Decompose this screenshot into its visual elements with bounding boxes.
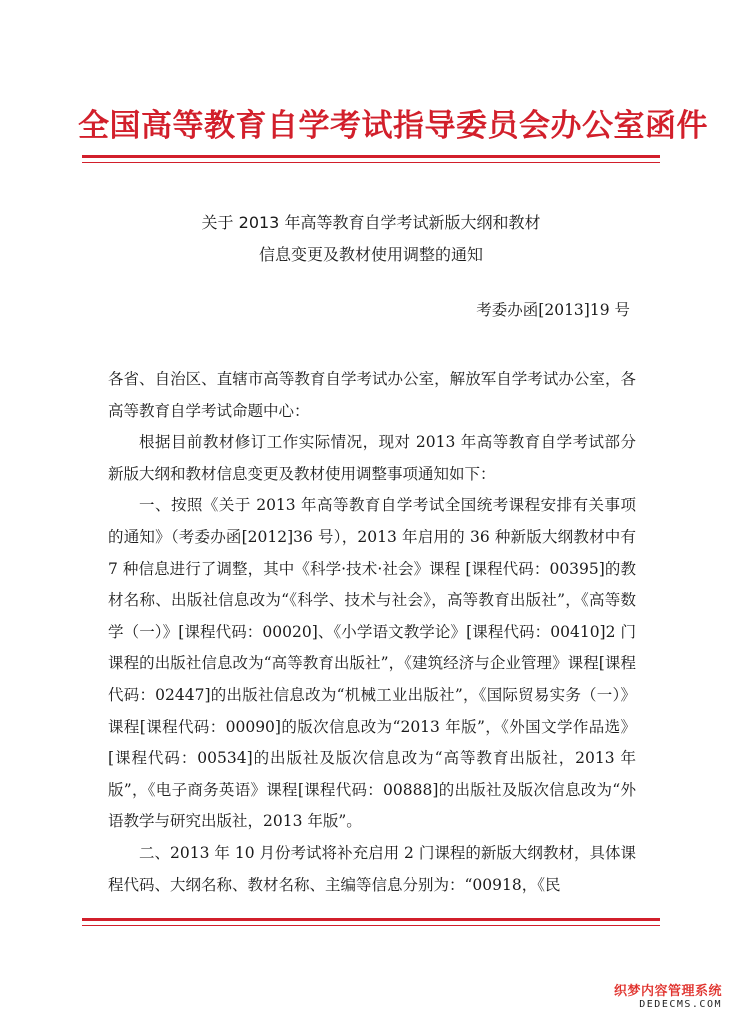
document-body <box>108 364 636 901</box>
footer-rule-thin <box>82 925 660 926</box>
footer-rule-thick <box>82 918 660 921</box>
letterhead-rule-thick <box>82 155 660 158</box>
watermark-text: 织梦内容管理系统 <box>613 984 722 999</box>
notice-title-line1: 关于 2013 年高等教育自学考试新版大纲和教材 <box>201 213 541 232</box>
letterhead-rule-thin <box>82 162 660 163</box>
item-2-paragraph: 二、2013 年 10 月份考试将补充启用 2 门课程的新版大纲教材，具体课程代码、大纲名称、教材名称、主编等信息分别为：“00918，《民 <box>108 843 636 894</box>
letterhead-title: 全国高等教育自学考试指导委员会办公室函件 <box>78 108 708 144</box>
intro-paragraph: 根据目前教材修订工作实际情况，现对 2013 年高等教育自学考试部分新版大纲和教材信息变更及教材使用调整事项通知如下： <box>108 433 636 483</box>
document-number: 考委办函[2013]19 号 <box>476 301 630 319</box>
salutation: 各省、自治区、直辖市高等教育自学考试办公室，解放军自学考试办公室，各高等教育自学考试命题中心： <box>108 370 636 420</box>
item-1-paragraph: 一、按照《关于 2013 年高等教育自学考试全国统考课程安排有关事项的通知》（考委办函[2012]36 号），2013 年启用的 36 种新版大纲教材中有 7 种信息进行了调整，其中《科学·技术·社会》课程 [课程代码：00395]的教材名称、出版社信息改为“《科学、技术与社会》，高等教育出版社”，《高等数学（一）》[课程代码：00020]、《小学语文教学论》[课程代码：00410]2 门课程的出版社信息改为“高等教育出版社”，《建筑经济与企业管理》课程[课程代码：02447]的出版社信息改为“机械工业出版社”，《国际贸易实务（一）》课程[课程代码：00090]的版次信息改为“2013 年版”，《外国文学作品选》[课程代码：00534]的出版社及版次信息改为“高等教育出版社，2013 年版”，《电子商务英语》课程[课程代码：00888]的出版社及版次信息改为“外语教学与研究出版社，2013 年版”。 <box>108 496 636 831</box>
notice-title-line2: 信息变更及教材使用调整的通知 <box>258 245 483 264</box>
watermark <box>572 980 722 1014</box>
watermark-domain: DEDECMS.COM <box>639 999 722 1010</box>
